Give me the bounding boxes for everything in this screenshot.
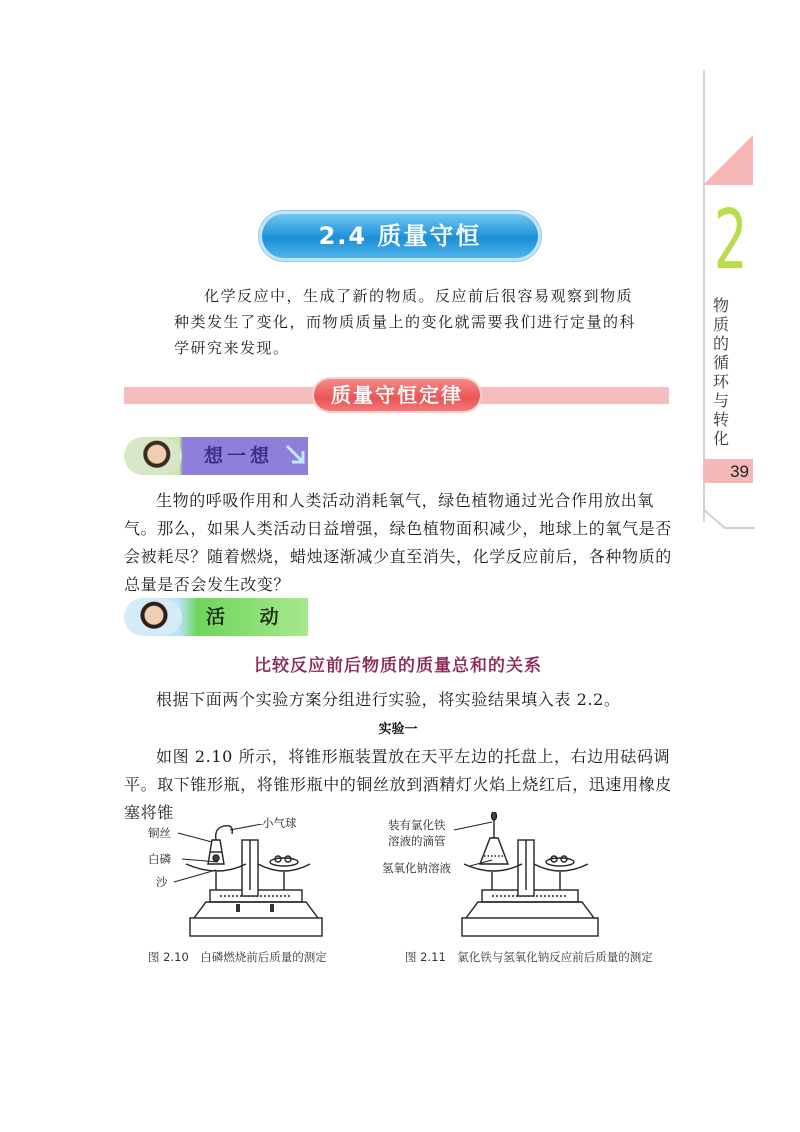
section-title-pill — [262, 214, 538, 258]
label-naoh-solution: 氢氧化钠溶液 — [382, 861, 451, 875]
experiment-title: 实验一 — [378, 722, 418, 737]
figure-2-10-caption: 图 2.10 白磷燃烧前后质量的测定 — [148, 950, 327, 964]
arrow-down-right-icon — [284, 443, 306, 465]
think-paragraph — [124, 487, 672, 599]
think-banner — [124, 437, 308, 475]
activity-label: 活 动 — [206, 606, 293, 628]
student-photo — [126, 438, 182, 474]
experiment-text: 如图 2.10 所示，将锥形瓶装置放在天平左边的托盘上，右边用砝码调平。取下锥形瓶，将锥形瓶中的铜丝放到酒精灯火焰上烧红后，迅速用橡皮塞将锥 — [124, 747, 672, 822]
chapter-title: 物质的循环与转化 — [712, 296, 729, 448]
label-dropper-line1: 装有氯化铁 — [388, 818, 446, 832]
activity-heading: 比较反应前后物质的质量总和的关系 — [254, 656, 542, 676]
page-number: 39 — [730, 462, 749, 481]
section-title: 2.4 质量守恒 — [318, 222, 482, 250]
subsection-title: 质量守恒定律 — [331, 383, 463, 407]
chapter-number: 2 — [713, 193, 748, 288]
activity-intro-paragraph — [124, 686, 672, 714]
activity-banner — [124, 598, 308, 636]
chapter-tab-triangle — [703, 135, 753, 185]
activity-intro-text: 根据下面两个实验方案分组进行实验，将实验结果填入表 2.2。 — [156, 690, 621, 709]
label-copper-wire: 铜丝 — [148, 826, 171, 840]
intro-text: 化学反应中，生成了新的物质。反应前后很容易观察到物质种类发生了变化，而物质质量上的变化就需要我们进行定量的科学研究来发现。 — [174, 287, 637, 357]
leader-lines-1 — [170, 824, 270, 884]
label-sand: 沙 — [156, 875, 168, 889]
think-text: 生物的呼吸作用和人类活动消耗氧气，绿色植物通过光合作用放出氧气。那么，如果人类活动日益增强，绿色植物面积减少，地球上的氧气是否会被耗尽？随着燃烧，蜡烛逐渐减少直至消失，化学反应前后，各种物质的总量是否会发生改变？ — [124, 491, 672, 594]
teacher-photo — [126, 599, 182, 635]
label-dropper-line2: 溶液的滴管 — [388, 834, 446, 848]
figure-2-11-caption: 图 2.11 氯化铁与氢氧化钠反应前后质量的测定 — [405, 950, 653, 964]
intro-paragraph — [174, 283, 644, 361]
chapter-tab-bottom — [703, 500, 755, 530]
label-small-balloon: 小气球 — [262, 816, 297, 830]
label-white-phosphorus: 白磷 — [148, 852, 171, 866]
subsection-title-pill — [314, 379, 480, 411]
think-label: 想一想 — [204, 445, 274, 467]
leader-lines-2 — [440, 820, 500, 870]
